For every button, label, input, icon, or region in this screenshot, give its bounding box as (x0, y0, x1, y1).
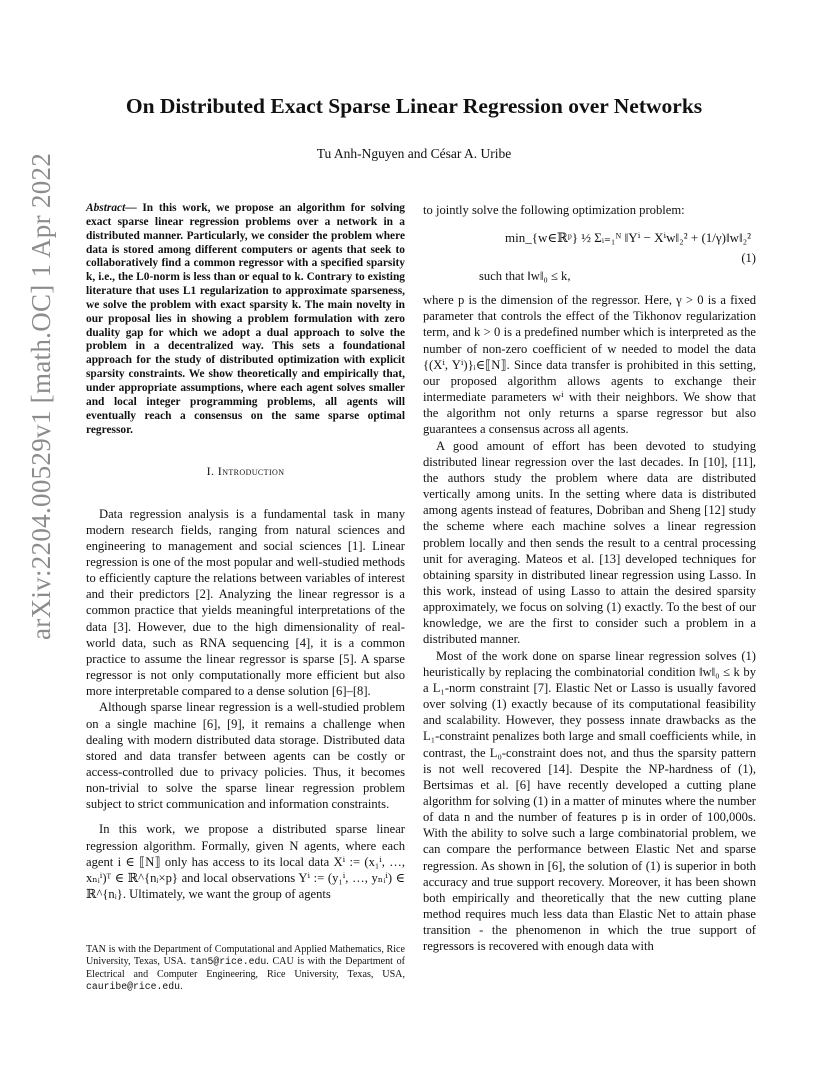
intro-paragraph: Although sparse linear regression is a well-studied problem on a single machine [6], [9], it remains a challenge when dealing with modern distributed data storage. Distributed data stored and data transfer between agents can be costly or access-controlled due to privacy policies. Thus, it becomes non-trivial to solve the sparse linear regression problem subject to strict communication and information constraints. (86, 700, 405, 812)
intro-paragraph: Data regression analysis is a fundamental task in many modern research fields, ranging from natural sciences and engineering to management and social sciences [1]. Linear regression is one of the most popular and well-studied methods to efficiently capture the relations between variables of interest and their predictors [2]. Analyzing the linear regressor is a common practice that yields meaningful interpretations of the data [3]. However, due to the high dimensionality of real-world data, such as RNA sequencing [4], it is a common practice to assume the linear regressor is sparse [5]. A sparse regressor is not only computationally more efficient but also more interpretable compared to a dense solution [6]–[8]. (86, 506, 405, 699)
intro-paragraph: In this work, we propose a distributed sparse linear regression algorithm. Formally, given N agents, where each agent i ∈ ⟦N⟧ only has access to its local data Xⁱ := (x₁ⁱ, …, xₙᵢⁱ)ᵀ ∈ ℝ^{nᵢ×p} and local observations Yⁱ := (y₁ⁱ, …, yₙᵢⁱ) ∈ ℝ^{nᵢ}. Ultimately, we want the group of agents (86, 822, 405, 902)
arxiv-identifier: arXiv:2204.00529v1 [math.OC] 1 Apr 2022 (26, 152, 56, 640)
equation-constraint: such that ‖w‖₀ ≤ k, (479, 269, 571, 284)
body-paragraph: A good amount of effort has been devoted to studying distributed linear regression over the last decades. In [10], [11], the authors study the problem where data are distributed vertically among units. In the setting where data is distributed among agents instead of features, Dobriban and Sheng [12] study the scheme where each machine solves a linear regression problem locally and then sends the result to a central processing unit for averaging. Mateos et al. [13] developed techniques for obtaining sparsity in distributed linear regression using Lasso. In this work, instead of using Lasso to attain the desired sparsity approximately, we focus on solving (1) exactly. To the best of our knowledge, we are the first to consider such a problem in a distributed manner. (423, 438, 756, 647)
email-link[interactable]: tan5@rice.edu (189, 956, 267, 968)
right-column (423, 202, 756, 955)
affiliation-footnote: TAN is with the Department of Computational and Applied Mathematics, Rice University, Texas, USA. tan5@rice.edu. CAU is with the Department of Electrical and Computer Engineering, Rice University, Texas, USA, cauribe@rice.edu. (86, 944, 405, 992)
section-heading: I. Introduction (206, 464, 285, 479)
equation-1 (423, 224, 756, 288)
abstract-lead: Abstract (86, 202, 126, 214)
body-paragraph: where p is the dimension of the regressor. Here, γ > 0 is a fixed parameter that controls the effect of the Tikhonov regularization term, and k > 0 is a predefined number which is interpreted as the number of non-zero coefficient of w needed to model the data {(Xⁱ, Yⁱ)}ᵢ∈⟦N⟧. Since data transfer is prohibited in this setting, our proposed algorithm allows agents to exchange their intermediate parameters wⁱ with their neighbors. We show that the algorithm not only returns a sparse regressor but also guarantees a consensus across all agents. (423, 293, 756, 437)
intro-continuation: to jointly solve the following optimization problem: (423, 203, 685, 217)
abstract-body: — In this work, we propose an algorithm for solving exact sparse linear regression problems over a network in a distributed manner. Particularly, we consider the problem where data is stored among different computers or agents that seek to collaboratively find a common regressor with a specified sparsity k, i.e., the L0-norm is less than or equal to k. Contrary to existing literature that uses L1 regularization to approximate sparseness, we solve the problem with exact sparsity k. The main novelty in our proposal lies in showing a problem formulation with zero duality gap for which we adopt a dual approach to solve the problem in a decentralized way. This sets a foundational approach for the study of distributed optimization with explicit sparsity constraints. We show theoretically and empirically that, under appropriate assumptions, where each agent solves smaller and local integer programming problems, all agents will eventually reach a consensus on the same sparse optimal regressor. (86, 202, 405, 436)
paper-title: On Distributed Exact Sparse Linear Regression over Networks (125, 94, 703, 118)
paper-authors: Tu Anh-Nguyen and César A. Uribe (316, 146, 512, 161)
equation-number: (1) (741, 251, 756, 266)
left-column (86, 202, 405, 902)
equation-objective: min_{w∈ℝᵖ} ½ Σᵢ₌₁ᴺ ‖Yⁱ − Xⁱw‖₂² + (1/γ)‖w‖₂² (505, 230, 752, 246)
body-paragraph: Most of the work done on sparse linear regression solves (1) heuristically by replacing the combinatorial condition ‖w‖₀ ≤ k by a L₁-norm constraint [7]. Elastic Net or Lasso is usually favored over solving (1) exactly because of its computational feasibility and scalability. However, they possess innate drawbacks as the L₁-constraint penalizes both large and small coefficients while, in contrast, the L₀-constraint does not, and thus the sparsity pattern is not well recovered [14]. Despite the NP-hardness of (1), Bertsimas et al. [6] have recently developed a cutting plane algorithm for solving (1) in a matter of minutes where the number of data n and the number of features p is in order of 100,000s. With the ability to solve such a large combinatorial problem, we can compare the performance between Elastic Net and sparse regression. As shown in [6], the solution of (1) is superior in both accuracy and true support recovery. Moreover, it has been shown both empirically and theoretically that the new cutting plane method requires much less data than Elastic Net to attain phase transition - the phenomenon in which the true support of regressors is recovered with enough data with (423, 648, 756, 954)
abstract (86, 202, 405, 437)
email-link[interactable]: cauribe@rice.edu (86, 980, 181, 992)
